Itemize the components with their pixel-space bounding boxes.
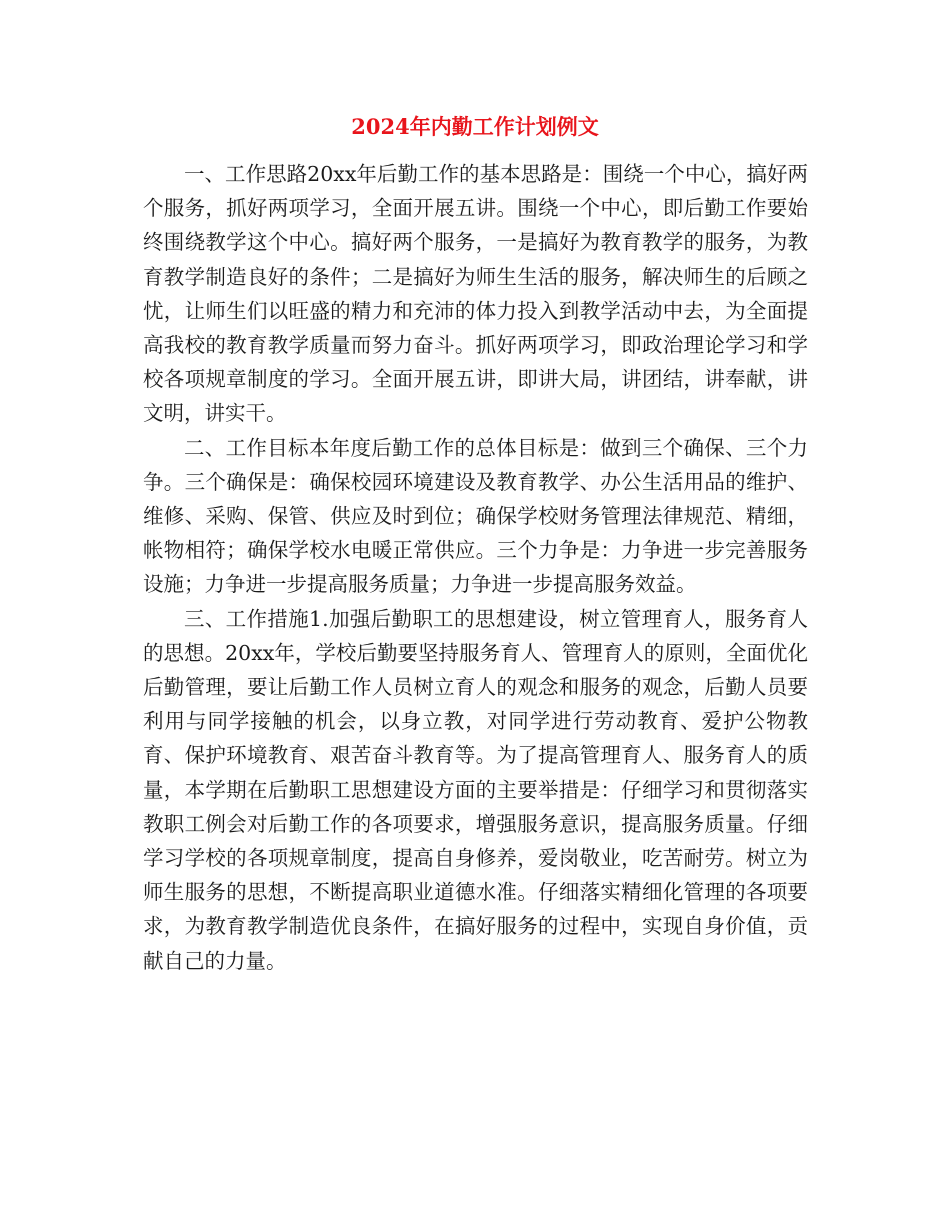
paragraph-work-approach: 一、工作思路20xx年后勤工作的基本思路是：围绕一个中心，搞好两个服务，抓好两项学习，全面开展五讲。围绕一个中心，即后勤工作要始终围绕教学这个中心。搞好两个服务，一是搞好为教育教学的服务，为教育教学制造良好的条件；二是搞好为师生生活的服务，解决师生的后顾之忧，让师生们以旺盛的精力和充沛的体力投入到教学活动中去，为全面提高我校的教育教学质量而努力奋斗。抓好两项学习，即政治理论学习和学校各项规章制度的学习。全面开展五讲，即讲大局，讲团结，讲奉献，讲文明，讲实干。	[143, 162, 808, 426]
document-title: 2024年内勤工作计划例文	[351, 114, 599, 139]
paragraph-work-measures: 三、工作措施1.加强后勤职工的思想建设，树立管理育人，服务育人的思想。20xx年，学校后勤要坚持服务育人、管理育人的原则，全面优化后勤管理，要让后勤工作人员树立育人的观念和服务的观念，后勤人员要利用与同学接触的机会，以身立教，对同学进行劳动教育、爱护公物教育、保护环境教育、艰苦奋斗教育等。为了提高管理育人、服务育人的质量，本学期在后勤职工思想建设方面的主要举措是：仔细学习和贯彻落实教职工例会对后勤工作的各项要求，增强服务意识，提高服务质量。仔细学习学校的各项规章制度，提高自身修养，爱岗敬业，吃苦耐劳。树立为师生服务的思想，不断提高职业道德水准。仔细落实精细化管理的各项要求，为教育教学制造优良条件，在搞好服务的过程中，实现自身价值，贡献自己的力量。	[143, 606, 808, 973]
paragraph-work-goals: 二、工作目标本年度后勤工作的总体目标是：做到三个确保、三个力争。三个确保是：确保校园环境建设及教育教学、办公生活用品的维护、维修、采购、保管、供应及时到位；确保学校财务管理法律规范、精细，帐物相符；确保学校水电暖正常供应。三个力争是：力争进一步完善服务设施；力争进一步提高服务质量；力争进一步提高服务效益。	[143, 435, 808, 597]
document-body	[143, 157, 808, 978]
